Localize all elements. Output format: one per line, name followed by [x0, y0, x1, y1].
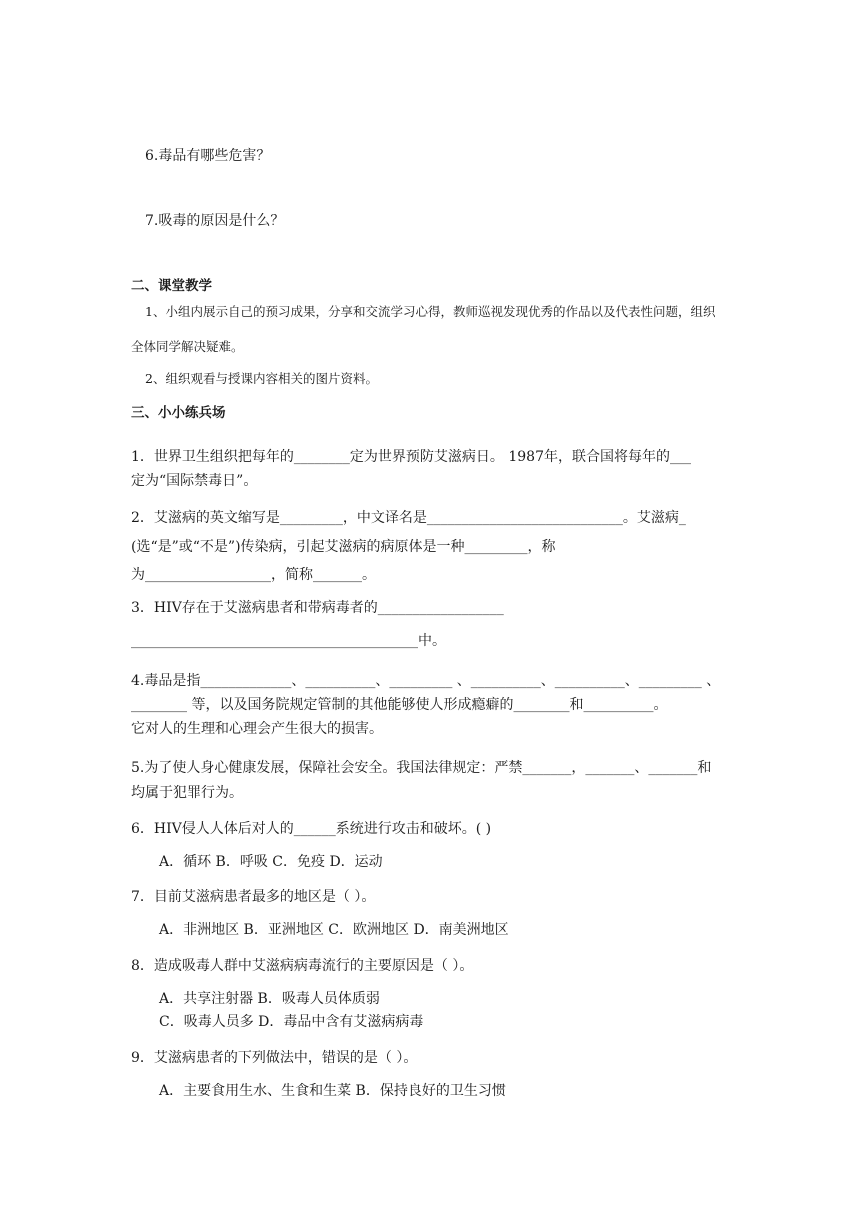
practice-question-8-options-line-2: C．吸毒人员多 D．毒品中含有艾滋病病毒: [159, 1014, 424, 1030]
classroom-item-1-line-1: 1、小组内展示自己的预习成果，分享和交流学习心得，教师巡视发现优秀的作品以及代表性问题，组织: [145, 304, 716, 319]
practice-question-9-options: A．主要食用生水、生食和生菜 B．保持良好的卫生习惯: [159, 1083, 506, 1099]
section-heading-classroom: 二、课堂教学: [131, 278, 212, 294]
practice-question-6-options: A．循环 B．呼吸 C．免疫 D．运动: [159, 854, 383, 870]
section-heading-practice: 三、小小练兵场: [131, 405, 226, 421]
practice-question-1-line-1: 1．世界卫生组织把每年的________定为世界预防艾滋病日。 1987年，联合国将每年的___: [131, 449, 691, 465]
preview-question-7: 7.吸毒的原因是什么？: [145, 213, 285, 229]
preview-question-6: 6.毒品有哪些危害？: [145, 148, 271, 164]
practice-question-7-options: A．非洲地区 B．亚洲地区 C．欧洲地区 D．南美洲地区: [159, 922, 509, 938]
practice-question-7: 7．目前艾滋病患者最多的地区是（ ）。: [131, 889, 376, 905]
practice-question-3-line-2: _________________________________________中。: [131, 633, 446, 649]
practice-question-5-line-2: 均属于犯罪行为。: [131, 785, 243, 801]
practice-question-2-line-2: (选“是”或“不是”)传染病，引起艾滋病的病原体是一种_________，称: [131, 539, 556, 555]
practice-question-5-line-1: 5.为了使人身心健康发展，保障社会安全。我国法律规定：严禁_______，_______、_______和: [131, 760, 712, 776]
classroom-item-1-line-2: 全体同学解决疑难。: [131, 339, 244, 354]
practice-question-3-line-1: 3．HIV存在于艾滋病患者和带病毒者的__________________: [131, 600, 504, 616]
classroom-item-2: 2、组织观看与授课内容相关的图片资料。: [145, 371, 378, 386]
practice-question-4-line-1: 4.毒品是指_____________、__________、_________ 、__________、__________、_________ 、: [131, 673, 721, 689]
practice-question-8: 8．造成吸毒人群中艾滋病病毒流行的主要原因是（ ）。: [131, 958, 474, 974]
practice-question-9: 9．艾滋病患者的下列做法中，错误的是（ ）。: [131, 1050, 418, 1066]
practice-question-2-line-1: 2．艾滋病的英文缩写是_________，中文译名是____________________________。艾滋病_: [131, 510, 686, 526]
practice-question-4-line-2: ________ 等，以及国务院规定管制的其他能够使人形成瘾癖的________和__________。: [131, 697, 668, 713]
practice-question-4-line-3: 它对人的生理和心理会产生很大的损害。: [131, 721, 383, 737]
practice-question-6: 6．HIV侵人人体后对人的______系统进行攻击和破坏。( ): [131, 821, 492, 837]
practice-question-1-line-2: 定为“国际禁毒日”。: [131, 473, 258, 489]
practice-question-2-line-3: 为__________________，简称_______。: [131, 567, 376, 583]
practice-question-8-options-line-1: A．共享注射器 B．吸毒人员体质弱: [159, 991, 380, 1007]
